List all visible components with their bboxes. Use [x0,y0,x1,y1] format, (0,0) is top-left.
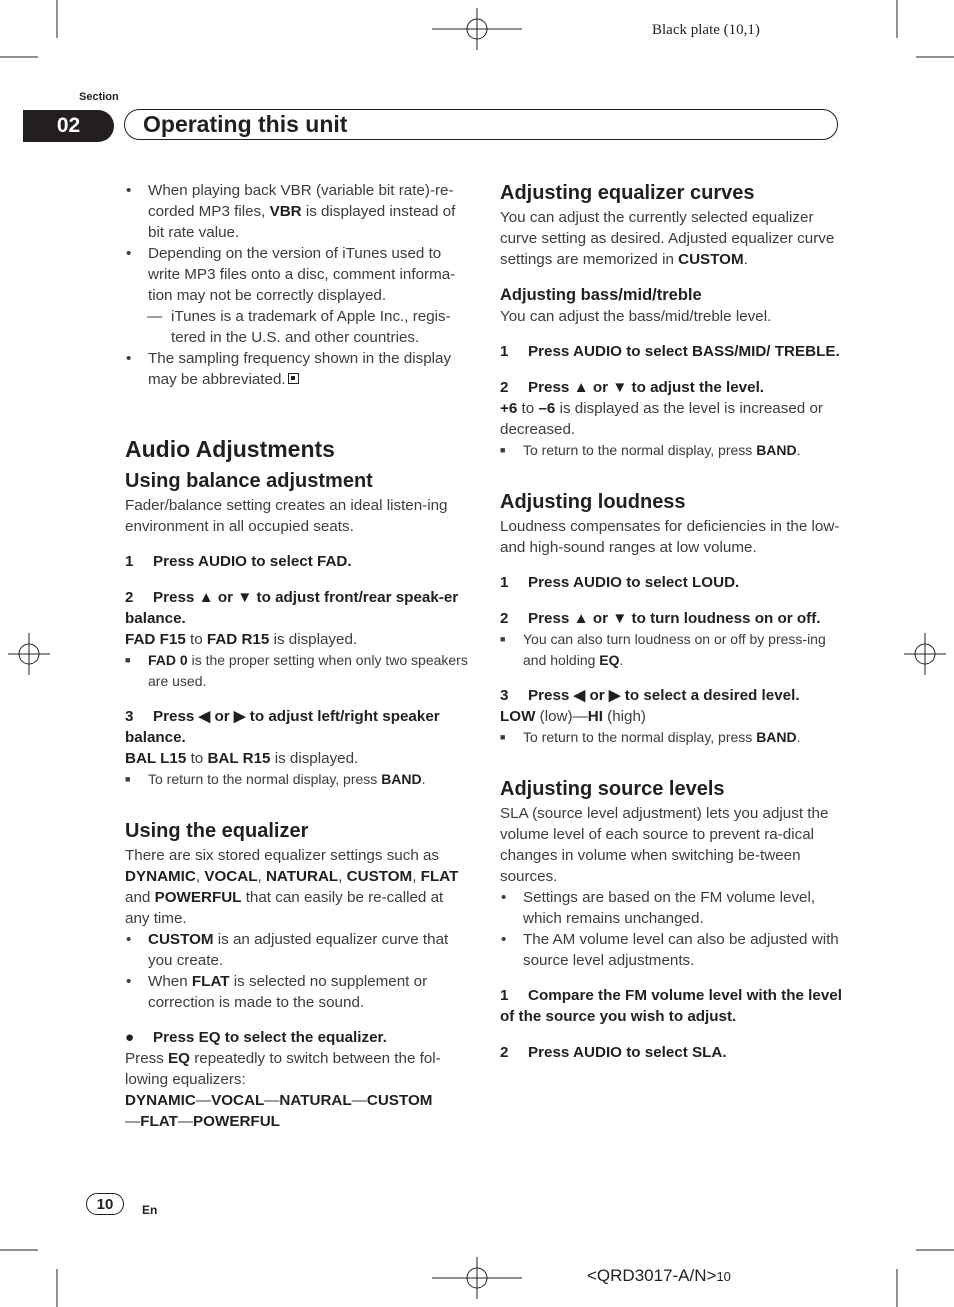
section-title: Operating this unit [124,109,838,140]
registration-mark-top [432,8,522,50]
registration-mark-bottom [432,1257,522,1299]
bass-mid-treble-heading: Adjusting bass/mid/treble [500,286,702,304]
equalizer-heading: Using the equalizer [125,820,309,842]
balance-heading: Using balance adjustment [125,470,373,492]
list-item: • The AM volume level can also be adjusted with source level adjustments. [500,929,845,971]
list-item: • Settings are based on the FM volume level, which remains unchanged. [500,887,845,929]
equalizer-body: Press EQ repeatedly to switch between the fol-lowing equalizers: [125,1050,441,1088]
step-2-result: +6 to –6 is displayed as the level is increased or decreased. [500,400,823,438]
note: ■ FAD 0 is the proper setting when only two speakers are used. [125,652,468,689]
list-item: • CUSTOM is an adjusted equalizer curve that you create. [125,929,470,971]
section-label: Section [79,91,119,103]
equalizer-sequence: DYNAMIC—VOCAL—NATURAL—CUSTOM —FLAT—POWERFUL [125,1092,433,1130]
note-square-icon: ■ [500,732,506,742]
plate-label: Black plate (10,1) [652,22,760,38]
step-1: 1 Press AUDIO to select BASS/MID/ TREBLE. [500,343,840,360]
note: ■ To return to the normal display, press BAND. [125,769,470,790]
step-3: 3 Press ◀ or ▶ to select a desired level. [500,687,800,704]
language-label: En [142,1203,158,1217]
step-3: 3 Press ◀ or ▶ to adjust left/right speaker balance. [125,708,440,746]
curves-heading: Adjusting equalizer curves [500,182,755,204]
bullet-dot-icon: ● [125,1029,135,1046]
source-levels-intro: SLA (source level adjustment) lets you adjust the volume level of each source to prevent ra-dical changes in volume when switching be-tween sources. [500,805,829,885]
registration-mark-right [904,633,946,675]
equalizer-intro: There are six stored equalizer settings such as DYNAMIC, VOCAL, NATURAL, CUSTOM, FLAT and POWERFUL that can easily be re-called at any time. [125,847,459,927]
note: ■ To return to the normal display, press BAND. [500,440,845,461]
note-square-icon: ■ [125,774,131,784]
end-mark-icon [288,373,299,384]
curves-intro: You can adjust the currently selected equalizer curve setting as desired. Adjusted equalizer curve settings are memorized in CUSTOM. [500,209,835,268]
step-2: 2 Press AUDIO to select SLA. [500,1044,727,1061]
note-square-icon: ■ [125,655,131,665]
page-number: 10 [86,1193,124,1215]
audio-adjustments-heading: Audio Adjustments [125,436,335,462]
note-square-icon: ■ [500,634,506,644]
step-2: 2 Press ▲ or ▼ to turn loudness on or off. [500,610,821,627]
source-levels-heading: Adjusting source levels [500,778,725,800]
step-2: 2 Press ▲ or ▼ to adjust the level. [500,379,765,396]
loudness-intro: Loudness compensates for deficiencies in the low- and high-sound ranges at low volume. [500,518,840,556]
note-square-icon: ■ [500,445,506,455]
equalizer-step: ● Press EQ to select the equalizer. [125,1029,387,1046]
step-3-result: BAL L15 to BAL R15 is displayed. [125,750,359,767]
loudness-heading: Adjusting loudness [500,491,686,513]
step-1: 1 Compare the FM volume level with the level of the source you wish to adjust. [500,987,842,1025]
right-column [500,180,845,1063]
note: ■ You can also turn loudness on or off by press-ing and holding EQ. [500,631,826,668]
list-item: • The sampling frequency shown in the display may be abbreviated. [125,348,470,390]
step-2-result: FAD F15 to FAD R15 is displayed. [125,631,358,648]
list-item: • When playing back VBR (variable bit rate)-re-corded MP3 files, VBR is displayed instead of bit rate value. [125,180,470,243]
note: ■ To return to the normal display, press BAND. [500,727,845,748]
section-number: 02 [23,110,114,142]
step-1: 1 Press AUDIO to select LOUD. [500,574,740,591]
bass-mid-treble-intro: You can adjust the bass/mid/treble level. [500,308,772,325]
balance-intro: Fader/balance setting creates an ideal listen-ing environment in all occupied seats. [125,497,448,535]
step-3-result: LOW (low)—HI (high) [500,708,646,725]
list-item: • When FLAT is selected no supplement or correction is made to the sound. [125,971,470,1013]
dash-item: — iTunes is a trademark of Apple Inc., regis-tered in the U.S. and other countries. [147,308,451,346]
step-2: 2 Press ▲ or ▼ to adjust front/rear speak-er balance. [125,589,459,627]
document-code: <QRD3017-A/N>10 [587,1266,731,1285]
registration-mark-left [8,633,50,675]
left-column [125,180,470,1132]
list-item: • Depending on the version of iTunes used to write MP3 files onto a disc, comment informa-tion may not be correctly displayed. [125,243,470,306]
step-1: 1 Press AUDIO to select FAD. [125,553,352,570]
